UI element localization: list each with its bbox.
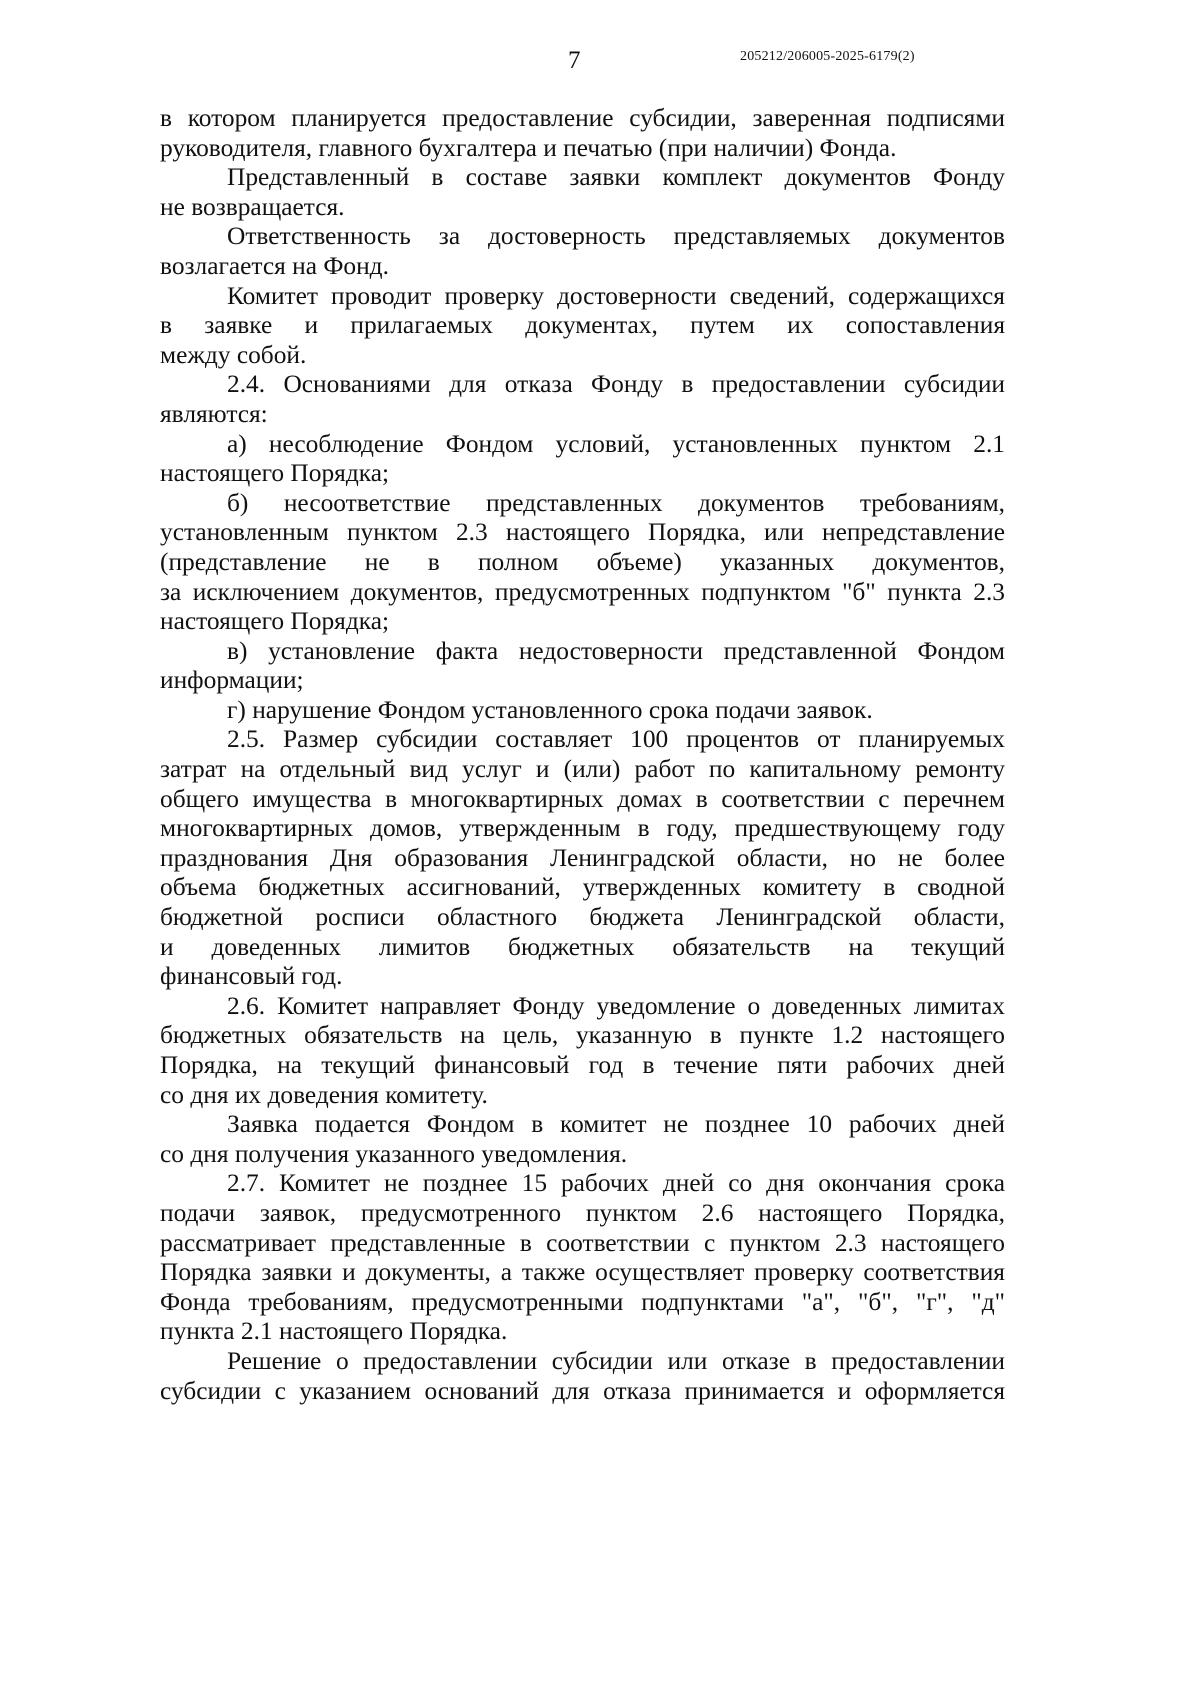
text-line: Представленный в составе заявки комплект документов Фонду	[227, 163, 1005, 192]
text-line: настоящего Порядка;	[160, 459, 390, 488]
text-line: Заявка подается Фондом в комитет не позднее 10 рабочих дней	[227, 1110, 1005, 1139]
text-line: настоящего Порядка;	[160, 607, 390, 636]
text-line: за исключением документов, предусмотренных подпунктом "б" пункта 2.3	[160, 577, 1005, 606]
text-line: затрат на отдельный вид услуг и (или) работ по капитальному ремонту	[160, 755, 1005, 784]
text-line: в заявке и прилагаемых документах, путем их сопоставления	[160, 311, 1005, 340]
text-line: являются:	[160, 399, 268, 428]
text-line: общего имущества в многоквартирных домах в соответствии с перечнем	[160, 784, 1005, 813]
text-line: г) нарушение Фондом установленного срока подачи заявок.	[227, 695, 873, 724]
text-line: со дня их доведения комитету.	[160, 1080, 488, 1109]
text-line: 2.7. Комитет не позднее 15 рабочих дней со дня окончания срока	[227, 1169, 1005, 1198]
text-line: Порядка заявки и документы, а также осуществляет проверку соответствия	[160, 1258, 1005, 1287]
text-line: в котором планируется предоставление субсидии, заверенная подписями	[160, 104, 1005, 132]
text-line: руководителя, главного бухгалтера и печатью (при наличии) Фонда.	[160, 133, 897, 162]
text-line: в) установление факта недостоверности представленной Фондом	[227, 636, 1005, 665]
text-line: (представление не в полном объеме) указанных документов,	[160, 547, 1005, 576]
text-line: 2.6. Комитет направляет Фонду уведомление о доведенных лимитах	[227, 991, 1005, 1020]
document-code: 205212/206005-2025-6179(2)	[740, 49, 915, 64]
text-line: субсидии с указанием оснований для отказа принимается и оформляется	[160, 1376, 1005, 1405]
text-line: б) несоответствие представленных документов требованиям,	[227, 488, 1005, 517]
text-line: празднования Дня образования Ленинградской области, но не более	[160, 843, 1005, 872]
document-body	[160, 104, 1005, 1406]
text-line: Фонда требованиям, предусмотренными подпунктами "а", "б", "г", "д"	[160, 1287, 1005, 1316]
text-line: между собой.	[160, 340, 307, 369]
text-line: многоквартирных домов, утвержденным в году, предшествующему году	[160, 814, 1005, 843]
page-number: 7	[568, 47, 581, 74]
text-line: бюджетных обязательств на цель, указанную в пункте 1.2 настоящего	[160, 1021, 1005, 1050]
text-line: 2.5. Размер субсидии составляет 100 процентов от планируемых	[227, 725, 1005, 754]
text-line: подачи заявок, предусмотренного пунктом 2.6 настоящего Порядка,	[160, 1198, 1005, 1227]
text-line: Ответственность за достоверность представляемых документов	[227, 222, 1005, 251]
text-line: не возвращается.	[160, 192, 345, 221]
text-line: возлагается на Фонд.	[160, 251, 389, 280]
text-line: финансовый год.	[160, 962, 343, 991]
text-line: Комитет проводит проверку достоверности сведений, содержащихся	[227, 281, 1005, 310]
text-line: со дня получения указанного уведомления.	[160, 1139, 628, 1168]
text-line: установленным пунктом 2.3 настоящего Порядка, или непредставление	[160, 518, 1005, 547]
text-line: Решение о предоставлении субсидии или отказе в предоставлении	[227, 1346, 1005, 1375]
text-line: информации;	[160, 666, 304, 695]
text-line: пункта 2.1 настоящего Порядка.	[160, 1317, 508, 1346]
text-line: а) несоблюдение Фондом условий, установленных пунктом 2.1	[227, 429, 1005, 458]
text-line: рассматривает представленные в соответствии с пунктом 2.3 настоящего	[160, 1228, 1005, 1257]
text-line: Порядка, на текущий финансовый год в течение пяти рабочих дней	[160, 1051, 1005, 1079]
text-line: 2.4. Основаниями для отказа Фонду в предоставлении субсидии	[227, 370, 1005, 399]
text-line: и доведенных лимитов бюджетных обязательств на текущий	[160, 932, 1005, 961]
text-line: объема бюджетных ассигнований, утвержденных комитету в сводной	[160, 873, 1005, 902]
text-line: бюджетной росписи областного бюджета Ленинградской области,	[160, 903, 1005, 932]
